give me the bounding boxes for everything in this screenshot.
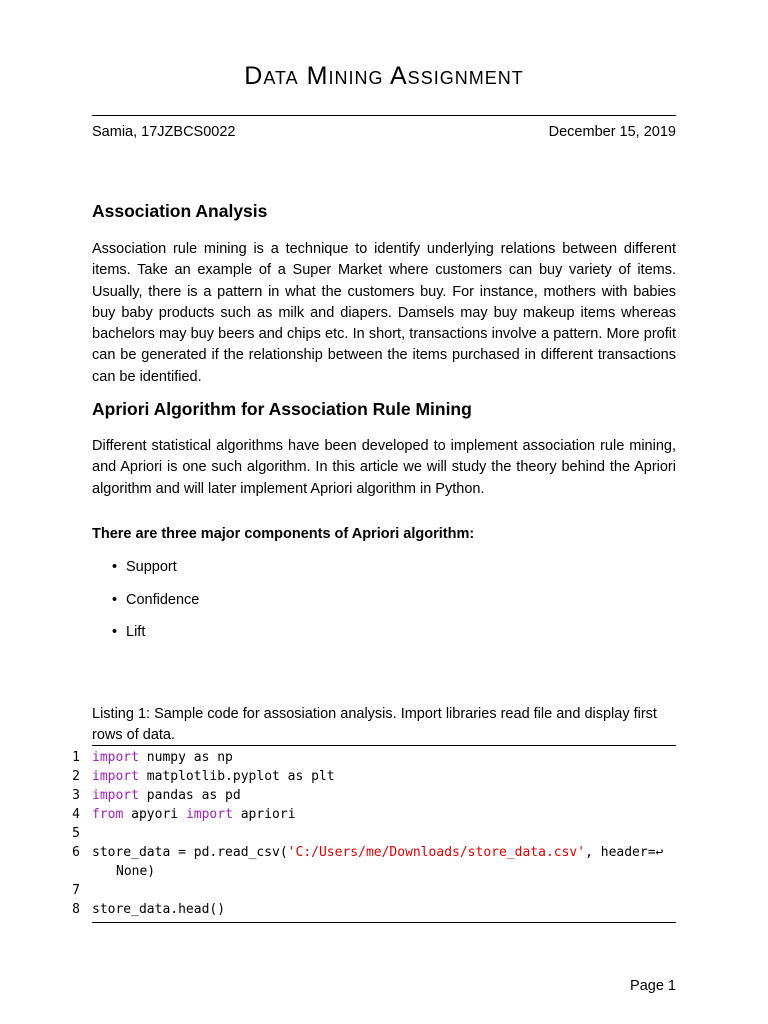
line-wrap-icon: ↩ [655, 845, 664, 860]
line-number: 2 [72, 769, 80, 784]
code-line: 4 from apyori import apriori [60, 805, 676, 824]
code-line [60, 824, 676, 843]
components-heading: There are three major components of Apriori algorithm: [92, 526, 475, 542]
line-number: 1 [72, 750, 80, 765]
document-title: Data Mining Assignment [244, 62, 524, 90]
code-line-continuation: None) [116, 864, 156, 879]
listing-caption: Listing 1: Sample code for assosiation analysis. Import libraries read file and display first rows of data. [92, 706, 657, 743]
code-line: 2 import matplotlib.pyplot as plt [60, 767, 676, 786]
header-rule [92, 115, 676, 116]
code-listing [60, 748, 676, 919]
code-line: 1 import numpy as np [60, 748, 676, 767]
page-number: Page 1 [630, 978, 676, 994]
components-list [112, 557, 199, 655]
list-item: • Support [112, 559, 177, 575]
code-line [60, 881, 676, 900]
line-number: 5 [72, 826, 80, 841]
section-heading-apriori: Apriori Algorithm for Association Rule Mining [92, 399, 472, 419]
date: December 15, 2019 [548, 124, 676, 140]
listing-top-rule [92, 745, 676, 746]
line-number: 6 [72, 845, 80, 860]
code-line: 3 import pandas as pd [60, 786, 676, 805]
list-item: • Lift [112, 624, 146, 640]
line-number: 8 [72, 902, 80, 917]
code-line: 6 store_data = pd.read_csv('C:/Users/me/Downloads/store_data.csv', header=↩ [60, 843, 676, 862]
paragraph-apriori: Different statistical algorithms have been developed to implement association rule mining, and Apriori is one such algorithm. In this article we will study the theory behind the Apriori algorithm and will later implement Apriori algorithm in Python. [92, 438, 676, 497]
code-line: 8 store_data.head() [60, 900, 676, 919]
listing-bottom-rule [92, 922, 676, 923]
list-item: • Confidence [112, 591, 200, 608]
line-number: 7 [72, 883, 80, 898]
author-date-line [92, 124, 676, 140]
line-number: 3 [72, 788, 80, 803]
paragraph-association: Association rule mining is a technique to identify underlying relations between different items. Take an example of a Super Market where customers can buy variety of items. Usually, there is a pattern in what the customers buy. For instance, mothers with babies buy baby products such as milk and diapers. Damsels may buy makeup items whereas bachelors may buy beers and chips etc. In short, transactions involve a pattern. More profit can be generated if the relationship between the items purchased in different transactions can be identified. [92, 241, 676, 385]
section-heading-association: Association Analysis [92, 201, 268, 221]
line-number: 4 [72, 807, 80, 822]
author-id: Samia, 17JZBCS0022 [92, 124, 236, 140]
